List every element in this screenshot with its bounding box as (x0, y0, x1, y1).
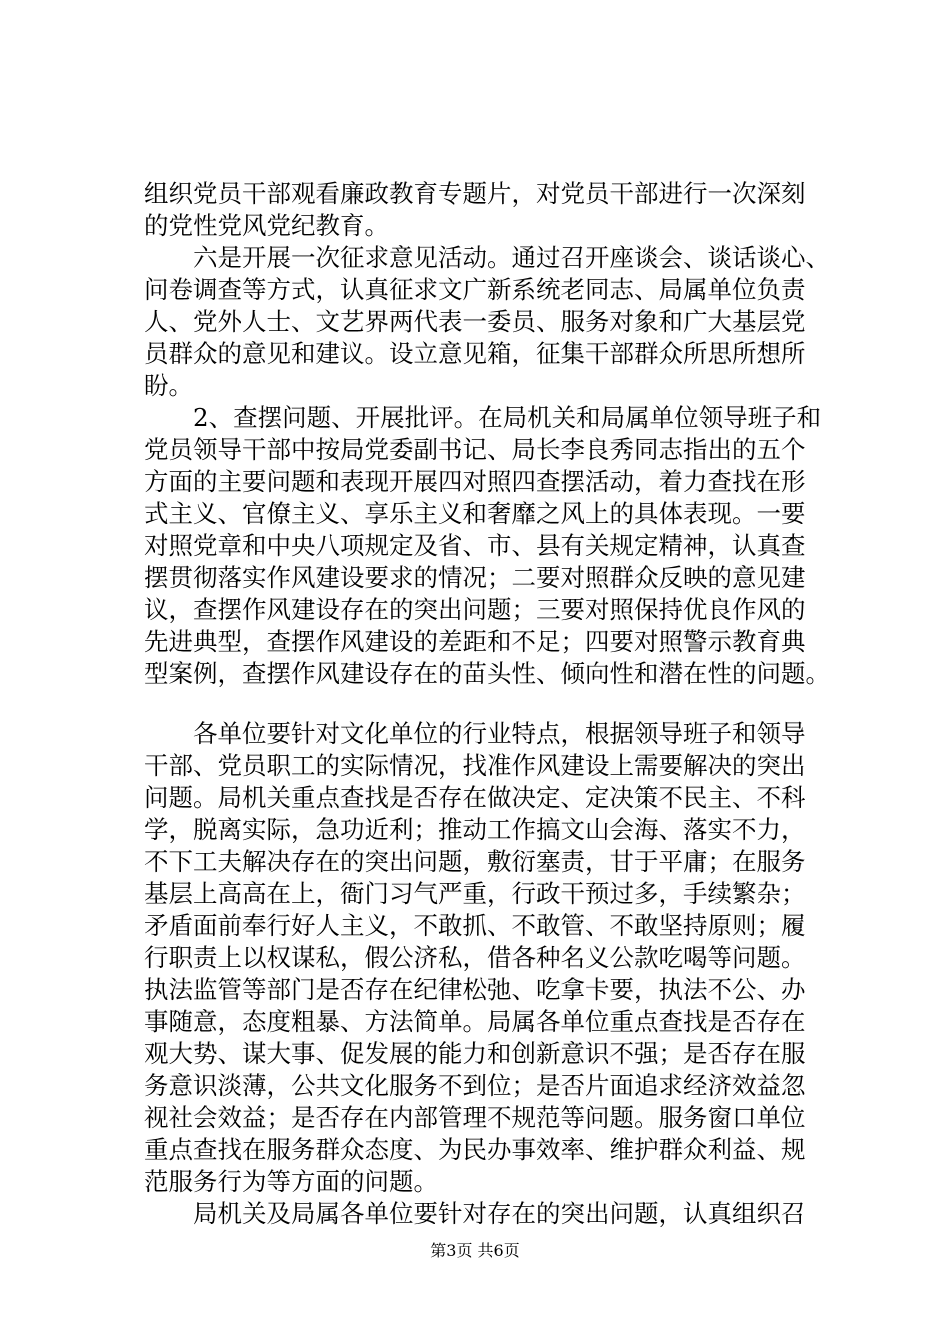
text-line: 视社会效益；是否存在内部管理不规范等问题。服务窗口单位 (144, 1103, 806, 1132)
page-number-footer: 第3页 共6页 (430, 1241, 520, 1260)
text-line: 的党性党风党纪教育。 (144, 211, 389, 240)
text-line: 各单位要针对文化单位的行业特点，根据领导班子和领导 (144, 719, 806, 748)
text-line: 重点查找在服务群众态度、为民办事效率、维护群众利益、规 (144, 1135, 806, 1164)
text-line: 局机关及局属各单位要针对存在的突出问题，认真组织召 (144, 1199, 806, 1228)
text-line: 矛盾面前奉行好人主义，不敢抓、不敢管、不敢坚持原则；履 (144, 911, 806, 940)
text-line: 不下工夫解决存在的突出问题，敷衍塞责，甘于平庸；在服务 (144, 847, 806, 876)
text-line: 学，脱离实际，急功近利；推动工作搞文山会海、落实不力， (144, 815, 806, 844)
text-line: 对照党章和中央八项规定及省、市、县有关规定精神，认真查 (144, 531, 806, 560)
text-line: 观大势、谋大事、促发展的能力和创新意识不强；是否存在服 (144, 1039, 806, 1068)
text-line: 方面的主要问题和表现开展四对照四查摆活动，着力查找在形 (144, 467, 806, 496)
text-line: 议，查摆作风建设存在的突出问题；三要对照保持优良作风的 (144, 595, 806, 624)
text-line: 2、查摆问题、开展批评。在局机关和局属单位领导班子和 (144, 403, 822, 432)
text-line: 问卷调查等方式，认真征求文广新系统老同志、局属单位负责 (144, 275, 806, 304)
text-line: 摆贯彻落实作风建设要求的情况；二要对照群众反映的意见建 (144, 563, 806, 592)
text-line: 干部、党员职工的实际情况，找准作风建设上需要解决的突出 (144, 751, 806, 780)
text-line: 盼。 (144, 371, 193, 400)
text-line: 事随意，态度粗暴、方法简单。局属各单位重点查找是否存在 (144, 1007, 806, 1036)
text-line: 党员领导干部中按局党委副书记、局长李良秀同志指出的五个 (144, 435, 806, 464)
text-line: 式主义、官僚主义、享乐主义和奢靡之风上的具体表现。一要 (144, 499, 806, 528)
text-line: 执法监管等部门是否存在纪律松弛、吃拿卡要，执法不公、办 (144, 975, 806, 1004)
text-line: 六是开展一次征求意见活动。通过召开座谈会、谈话谈心、 (144, 243, 830, 272)
paragraph-gap (144, 690, 864, 718)
text-line: 问题。局机关重点查找是否存在做决定、定决策不民主、不科 (144, 783, 806, 812)
text-line: 行职责上以权谋私，假公济私，借各种名义公款吃喝等问题。 (144, 943, 806, 972)
text-line: 人、党外人士、文艺界两代表一委员、服务对象和广大基层党 (144, 307, 806, 336)
text-line: 组织党员干部观看廉政教育专题片，对党员干部进行一次深刻 (144, 179, 806, 208)
document-body (144, 178, 864, 1230)
text-line: 先进典型，查摆作风建设的差距和不足；四要对照警示教育典 (144, 627, 806, 656)
text-line: 基层上高高在上，衙门习气严重，行政干预过多，手续繁杂； (144, 879, 806, 908)
text-line: 务意识淡薄，公共文化服务不到位；是否片面追求经济效益忽 (144, 1071, 806, 1100)
text-line: 范服务行为等方面的问题。 (144, 1167, 438, 1196)
text-line: 型案例，查摆作风建设存在的苗头性、倾向性和潜在性的问题。 (144, 659, 830, 688)
text-line: 员群众的意见和建议。设立意见箱，征集干部群众所思所想所 (144, 339, 806, 368)
